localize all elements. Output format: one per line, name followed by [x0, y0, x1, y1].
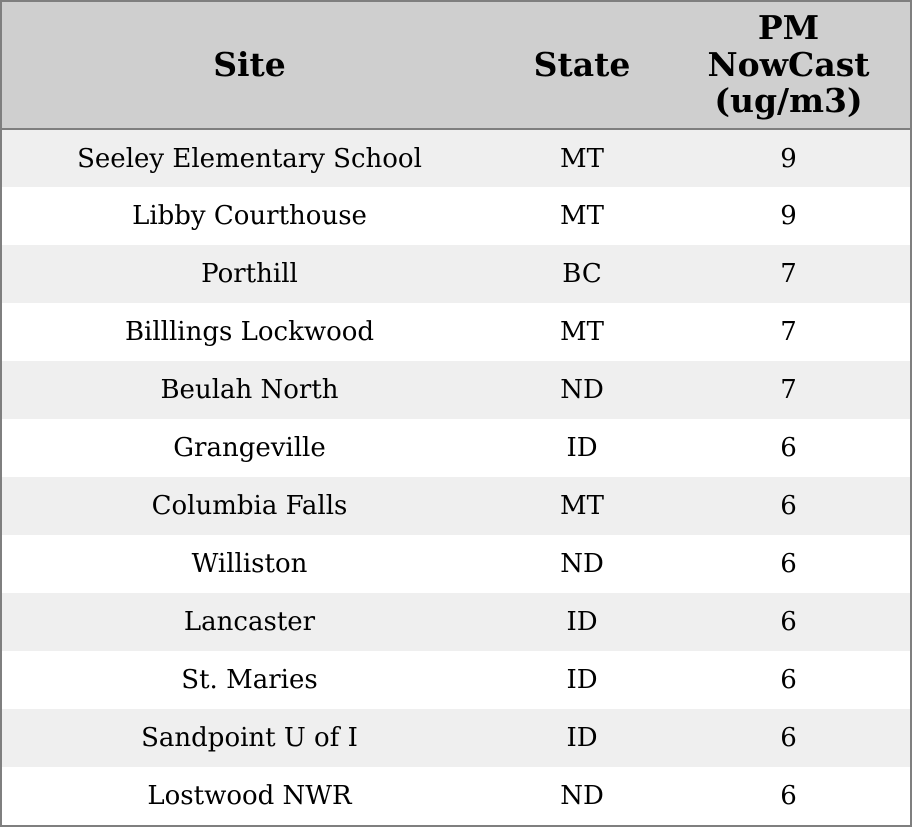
table-row [2, 593, 910, 651]
pm-nowcast-cell: 6 [780, 549, 797, 579]
table-row [2, 129, 910, 187]
table-row [2, 709, 910, 767]
table-row [2, 303, 910, 361]
site-cell: Grangeville [173, 433, 326, 463]
state-cell: ID [566, 607, 598, 637]
state-cell: BC [562, 259, 602, 289]
pm-nowcast-cell: 7 [780, 259, 797, 289]
table-header-row [2, 2, 910, 129]
pm-nowcast-cell: 9 [780, 143, 797, 174]
table-row [2, 245, 910, 303]
site-cell: Lancaster [183, 607, 316, 637]
state-cell: ND [560, 549, 604, 579]
site-cell: Columbia Falls [151, 491, 348, 521]
column-header-pm-line-1: PM [757, 7, 820, 47]
table-row [2, 187, 910, 245]
site-cell: Billlings Lockwood [124, 317, 375, 347]
table-row [2, 477, 910, 535]
state-cell: MT [560, 491, 604, 521]
site-cell: Lostwood NWR [147, 781, 352, 811]
pm-nowcast-cell: 6 [780, 723, 797, 753]
table-row [2, 651, 910, 709]
pm-nowcast-cell: 7 [780, 375, 797, 405]
column-header-site: Site [2, 2, 497, 129]
site-cell: Porthill [201, 259, 298, 289]
pm-nowcast-cell: 6 [780, 781, 797, 811]
site-cell: Libby Courthouse [132, 201, 367, 231]
table-row [2, 419, 910, 477]
pm-nowcast-cell: 7 [780, 317, 797, 347]
pm-nowcast-cell: 6 [780, 491, 797, 521]
column-header-pm-line-3: (ug/m3) [714, 81, 863, 121]
state-cell: ID [566, 665, 598, 695]
site-cell: Williston [191, 549, 308, 579]
table-row [2, 767, 910, 825]
state-cell: ND [560, 781, 604, 811]
column-header-pm-nowcast [667, 2, 910, 129]
pm-nowcast-cell: 9 [780, 201, 797, 231]
column-header-state: State [497, 2, 667, 129]
site-cell: Sandpoint U of I [141, 723, 358, 753]
state-cell: MT [560, 201, 604, 231]
table-row [2, 361, 910, 419]
state-cell: MT [560, 143, 604, 174]
pm-nowcast-table [2, 2, 910, 825]
state-cell: ID [566, 723, 598, 753]
state-cell: ID [566, 433, 598, 463]
site-cell: Beulah North [160, 375, 339, 405]
table-row [2, 535, 910, 593]
state-cell: ND [560, 375, 604, 405]
column-header-pm-line-2: NowCast [707, 44, 870, 84]
site-cell: Seeley Elementary School [77, 143, 422, 174]
table-body [2, 129, 910, 825]
pm-nowcast-cell: 6 [780, 607, 797, 637]
pm-nowcast-cell: 6 [780, 433, 797, 463]
site-cell: St. Maries [181, 665, 318, 695]
state-cell: MT [560, 317, 604, 347]
pm-nowcast-cell: 6 [780, 665, 797, 695]
